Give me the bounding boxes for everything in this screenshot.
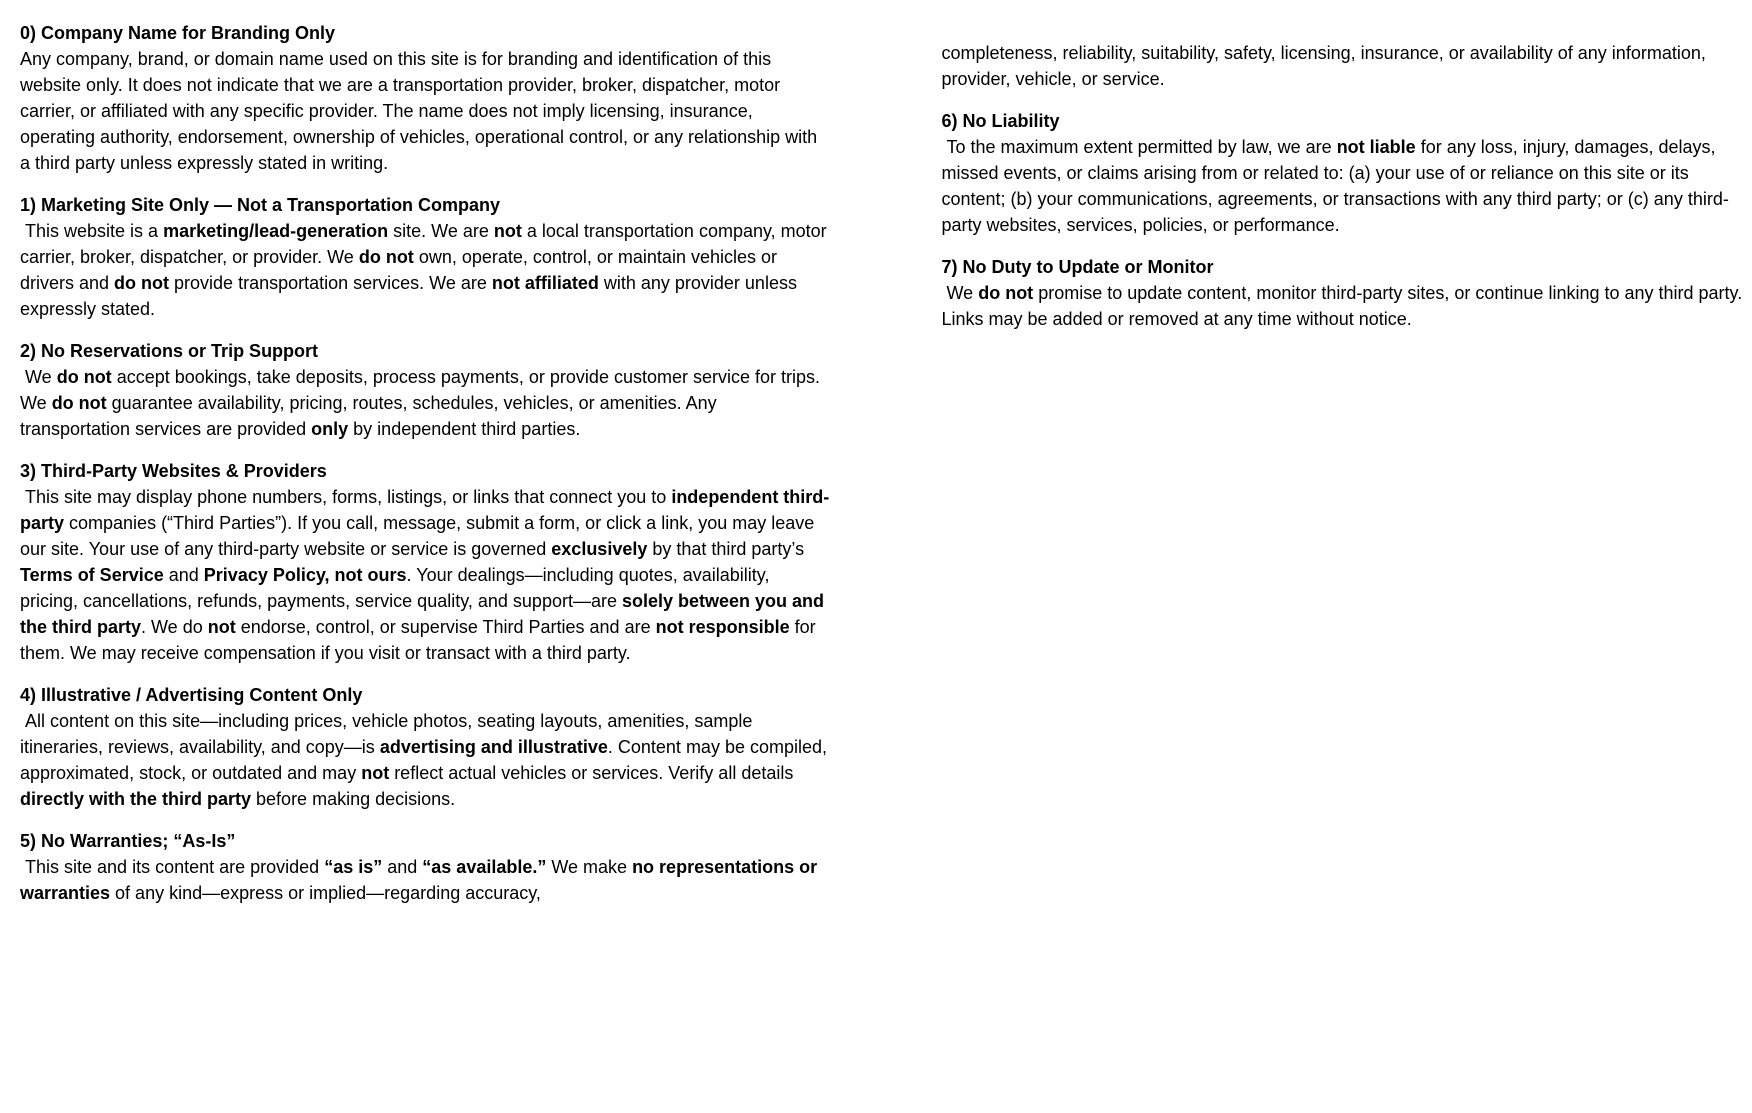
text-run: by independent third parties.	[348, 419, 581, 439]
text-run: for them. We may receive compensation if you visit or transact with a third party.	[20, 617, 821, 663]
section-heading: 6) No Liability	[941, 111, 1060, 131]
text-run: . Content may be compiled, approximated, stock, or outdated and may	[20, 737, 833, 783]
section-heading: 5) No Warranties; “As-Is”	[20, 831, 236, 851]
text-run: with any provider unless expressly stated.	[20, 273, 802, 319]
text-run: We	[941, 283, 979, 303]
text-run: and	[382, 857, 423, 877]
text-run: Any company, brand, or domain name used on this site is for branding and identification of this website only. It does not indicate that we are a transportation provider, broker, dispatcher, motor carrier, or affiliated with any specific provider. The name does not imply licensing, insurance, operating authority, endorsement, ownership of vehicles, operational control, or any relationship with a third party unless expressly stated in writing.	[20, 49, 823, 173]
text-run: This site and its content are provided	[20, 857, 325, 877]
text-run: by that third party’s	[647, 539, 810, 559]
bold-text-run: not liable	[1336, 137, 1416, 157]
bold-text-run: do not	[51, 393, 107, 413]
bold-text-run: not responsible	[655, 617, 790, 637]
bold-text-run: not	[207, 617, 236, 637]
bold-text-run: solely between you and the third party	[20, 591, 830, 637]
disclaimer-section	[20, 682, 831, 812]
bold-text-run: directly with the third party	[20, 789, 252, 809]
bold-text-run: do not	[114, 273, 170, 293]
text-run: a local transportation company, motor carrier, broker, dispatcher, or provider. We	[20, 221, 832, 267]
bold-text-run: advertising and illustrative	[379, 737, 608, 757]
text-run: for any loss, injury, damages, delays, missed events, or claims arising from or related to: (a) your use of or reliance on this site or its content; (b) your communications, agreements, or transactions with any third party; or (c) any third-party websites, services, policies, or performance.	[941, 137, 1729, 235]
text-run: promise to update content, monitor third-party sites, or continue linking to any third party. Links may be added or removed at any time without notice.	[941, 283, 1748, 329]
bold-text-run: not	[361, 763, 390, 783]
section-heading: 0) Company Name for Branding Only	[20, 23, 336, 43]
bold-text-run: only	[311, 419, 349, 439]
bold-text-run: do not	[358, 247, 414, 267]
text-run: This site may display phone numbers, forms, listings, or links that connect you to	[20, 487, 672, 507]
disclaimer-section	[942, 254, 1752, 332]
section-heading: 7) No Duty to Update or Monitor	[941, 257, 1214, 277]
bold-text-run: “as available.”	[422, 857, 547, 877]
bold-text-run: do not	[56, 367, 112, 387]
text-run: We make	[546, 857, 633, 877]
disclaimer-section	[942, 108, 1752, 238]
text-run: reflect actual vehicles or services. Verify all details	[389, 763, 799, 783]
continuation-paragraph	[942, 40, 1752, 92]
text-run: This website is a	[20, 221, 164, 241]
bold-text-run: Terms of Service	[20, 565, 164, 585]
text-run: We	[20, 367, 57, 387]
bold-text-run: Privacy Policy, not ours	[203, 565, 407, 585]
text-run: site. We are	[388, 221, 494, 241]
section-heading: 4) Illustrative / Advertising Content Only	[20, 685, 363, 705]
text-run: of any kind—express or implied—regarding accuracy,	[110, 883, 541, 903]
text-run: accept bookings, take deposits, process payments, or provide customer service for trips. We	[20, 367, 826, 413]
text-run: and	[163, 565, 204, 585]
bold-text-run: not	[493, 221, 522, 241]
text-run: All content on this site—including prices, vehicle photos, seating layouts, amenities, sample itineraries, reviews, availability, and copy—is	[20, 711, 758, 757]
bold-text-run: not affiliated	[491, 273, 599, 293]
text-run: . Your dealings—including quotes, availability, pricing, cancellations, refunds, payments, service quality, and support—are	[20, 565, 775, 611]
disclaimer-section	[20, 338, 831, 442]
bold-text-run: no representations or warranties	[20, 857, 823, 903]
section-heading: 2) No Reservations or Trip Support	[20, 341, 319, 361]
bold-text-run: marketing/lead-generation	[163, 221, 389, 241]
bold-text-run: exclusively	[551, 539, 648, 559]
disclaimer-section	[20, 828, 831, 906]
bold-text-run: do not	[978, 283, 1034, 303]
section-heading: 1) Marketing Site Only — Not a Transportation Company	[20, 195, 501, 215]
text-run: . We do	[141, 617, 208, 637]
disclaimer-section	[20, 192, 831, 322]
text-run: guarantee availability, pricing, routes, schedules, vehicles, or amenities. Any transportation services are provided	[20, 393, 722, 439]
text-run: endorse, control, or supervise Third Parties and are	[235, 617, 656, 637]
right-column	[942, 0, 1752, 348]
text-run: before making decisions.	[251, 789, 456, 809]
text-run: provide transportation services. We are	[169, 273, 492, 293]
disclaimer-section	[20, 458, 831, 666]
bold-text-run: independent third-party	[20, 487, 830, 533]
left-column	[20, 0, 831, 922]
text-run: To the maximum extent permitted by law, we are	[941, 137, 1337, 157]
section-heading: 3) Third-Party Websites & Providers	[20, 461, 327, 481]
bold-text-run: “as is”	[324, 857, 383, 877]
disclaimer-section	[20, 20, 831, 176]
text-run: companies (“Third Parties”). If you call, message, submit a form, or click a link, you may leave our site. Your use of any third-party website or service is governed	[20, 513, 820, 559]
text-run: completeness, reliability, suitability, safety, licensing, insurance, or availability of any information, provider, vehicle, or service.	[941, 43, 1711, 89]
text-run: own, operate, control, or maintain vehicles or drivers and	[20, 247, 783, 293]
